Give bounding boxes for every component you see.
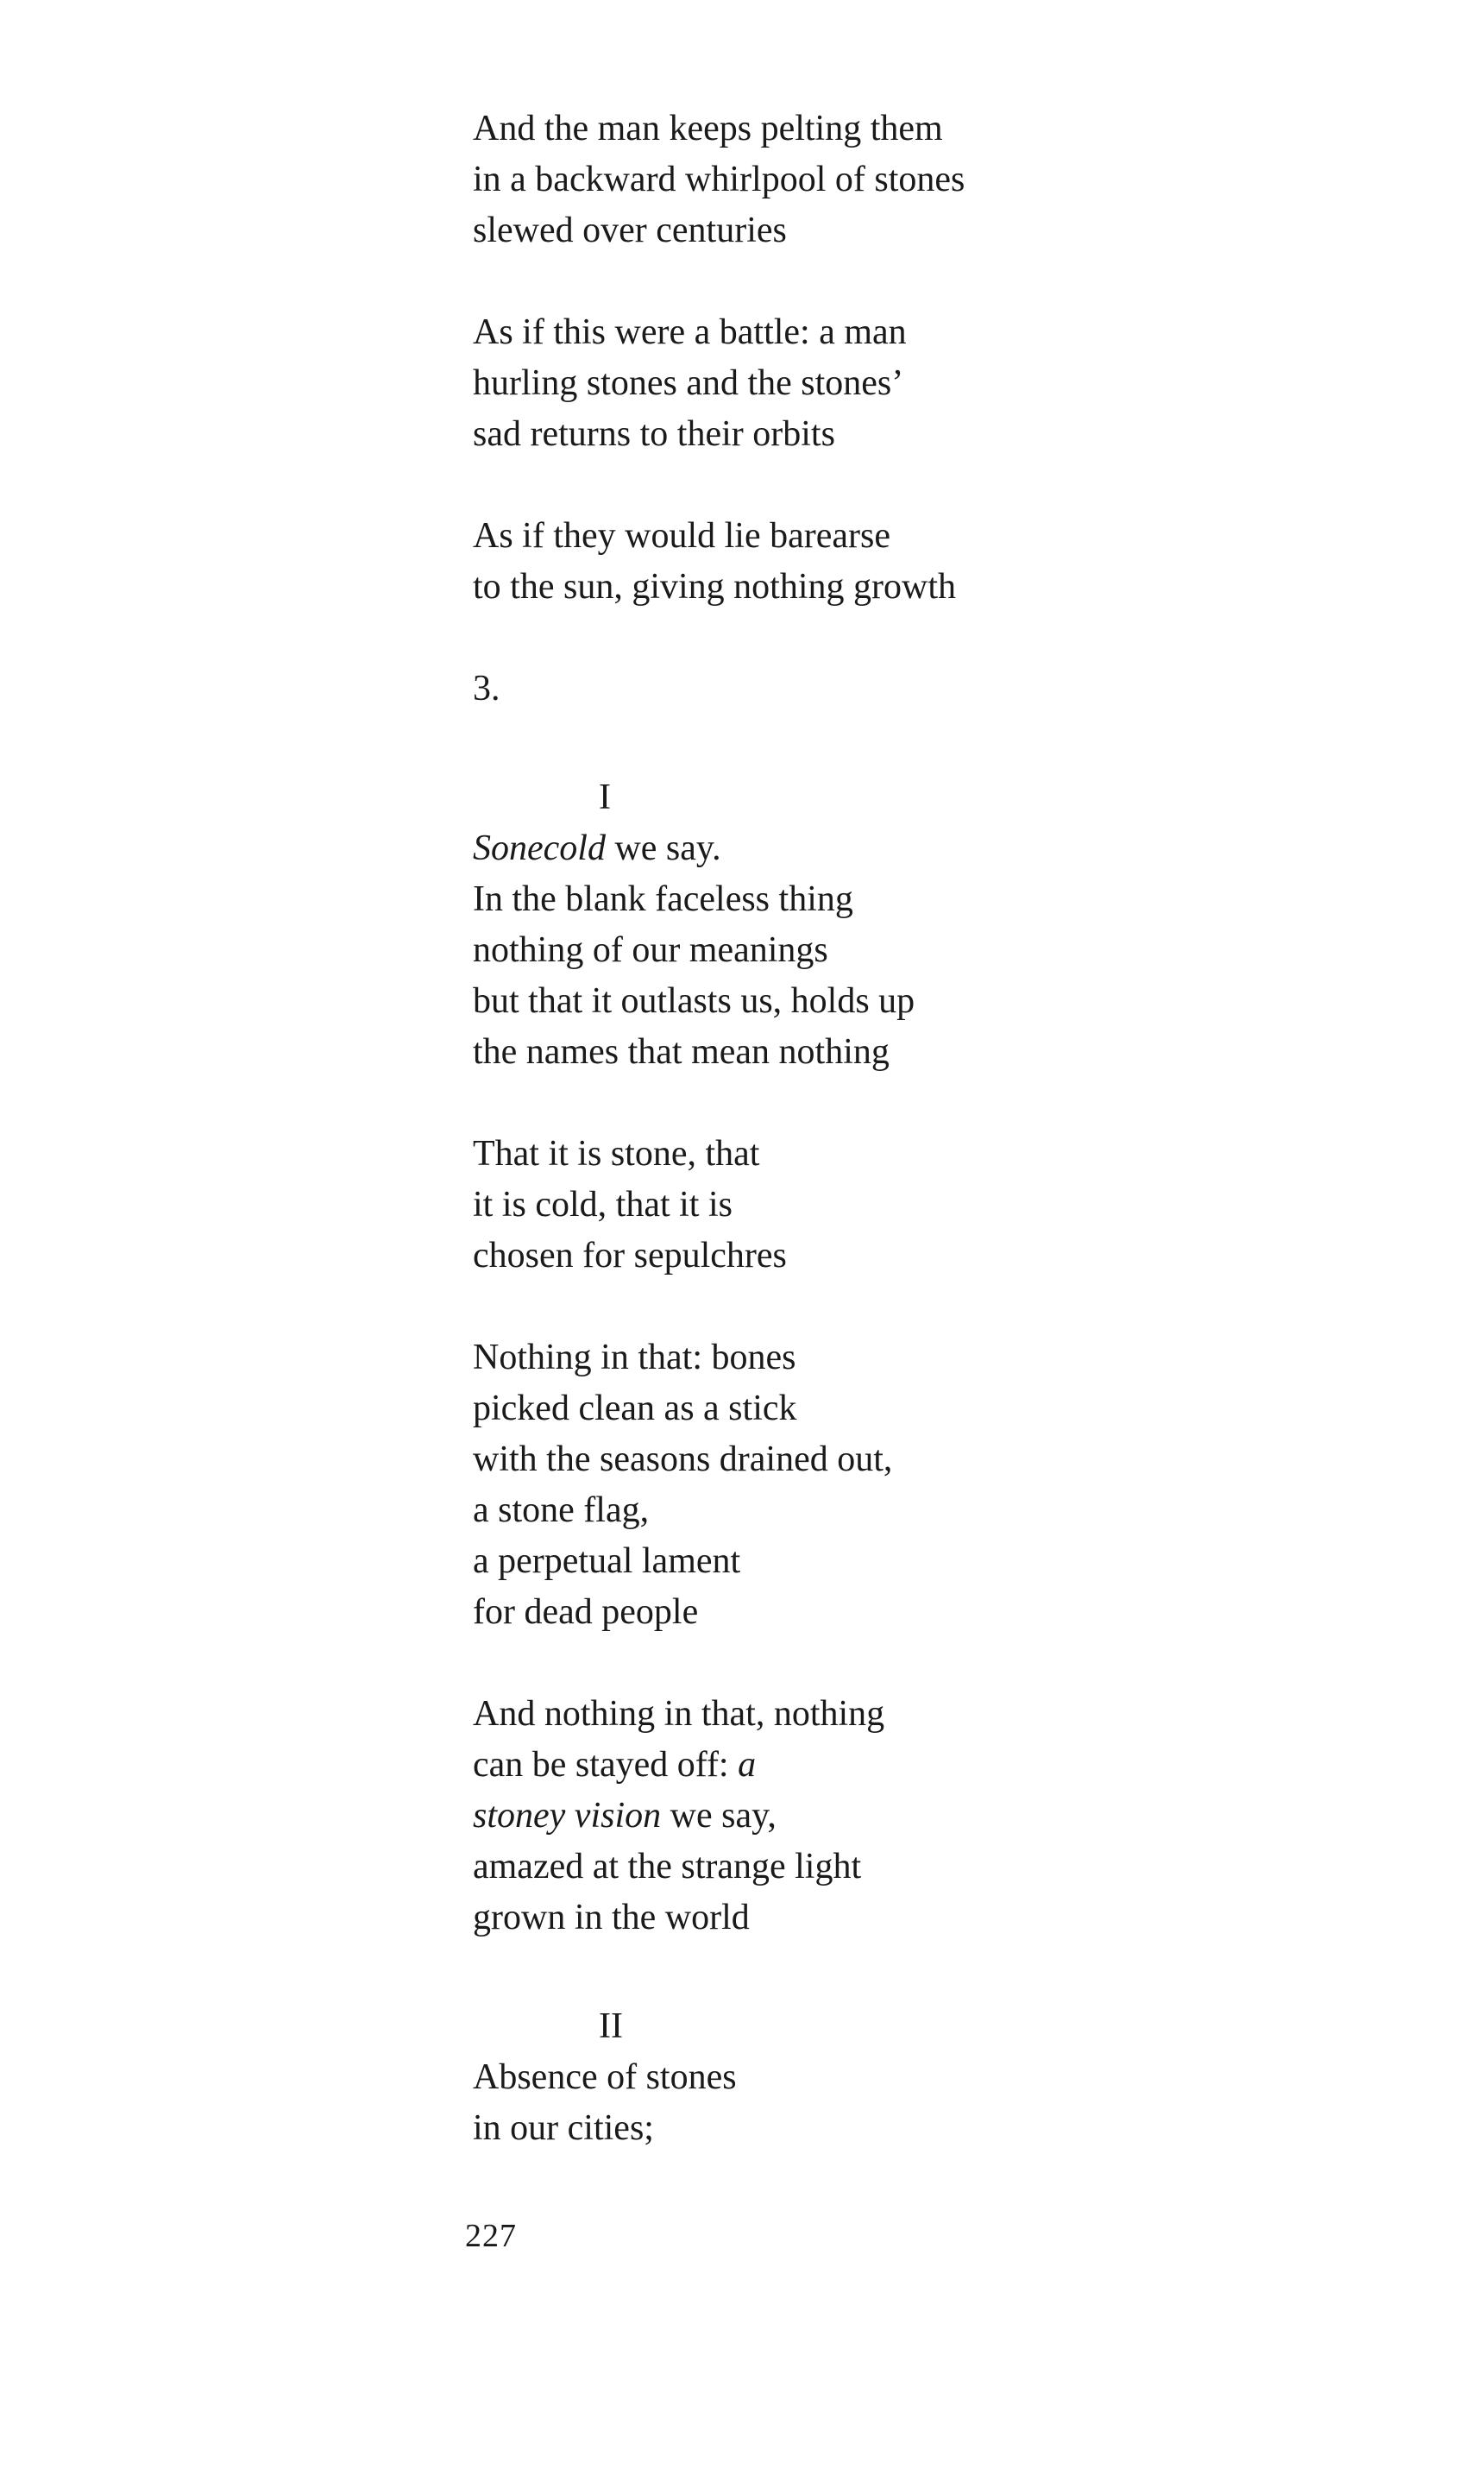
stanza bbox=[473, 1689, 1163, 1943]
line-text: we say, bbox=[661, 1796, 777, 1836]
stanza-break bbox=[473, 1638, 1163, 1689]
stanza-break bbox=[473, 1282, 1163, 1332]
poem-line: it is cold, that it is bbox=[473, 1185, 733, 1225]
poem-line: sad returns to their orbits bbox=[473, 414, 835, 454]
stanza bbox=[473, 511, 1163, 613]
stanza bbox=[473, 1332, 1163, 1638]
poem-line: As if they would lie barearse bbox=[473, 516, 891, 556]
poem-line: picked clean as a stick bbox=[473, 1389, 797, 1428]
poem-line: nothing of our meanings bbox=[473, 930, 828, 970]
poem-line: to the sun, giving nothing growth bbox=[473, 567, 956, 607]
poem-line: in a backward whirlpool of stones bbox=[473, 160, 965, 199]
stanza bbox=[473, 2052, 1163, 2154]
poem-line: grown in the world bbox=[473, 1898, 750, 1937]
poem-body bbox=[473, 104, 1163, 2154]
italic-word: a bbox=[738, 1745, 757, 1785]
poem-line: Absence of stones bbox=[473, 2057, 737, 2097]
poem-line: but that it outlasts us, holds up bbox=[473, 981, 915, 1021]
section-number: 3. bbox=[473, 669, 500, 709]
poem-line bbox=[473, 1791, 1163, 1842]
poem-line: the names that mean nothing bbox=[473, 1032, 890, 1072]
stanza bbox=[473, 1129, 1163, 1282]
poem-line bbox=[473, 1740, 1163, 1791]
stanza bbox=[473, 104, 1163, 256]
poem-line: with the seasons drained out, bbox=[473, 1439, 893, 1479]
poem-line bbox=[473, 823, 1163, 874]
poem-line: amazed at the strange light bbox=[473, 1847, 862, 1886]
italic-word: Sonecold bbox=[473, 828, 606, 868]
poem-line: And the man keeps pelting them bbox=[473, 109, 943, 148]
poem-line: And nothing in that, nothing bbox=[473, 1694, 885, 1734]
poem-line: hurling stones and the stones’ bbox=[473, 363, 904, 403]
stanza-break bbox=[473, 256, 1163, 307]
stanza-break bbox=[473, 715, 1163, 765]
poem-line: chosen for sepulchres bbox=[473, 1236, 787, 1275]
poem-line: That it is stone, that bbox=[473, 1134, 760, 1174]
page-number: 227 bbox=[465, 2218, 517, 2254]
italic-phrase: stoney vision bbox=[473, 1796, 662, 1836]
poem-line: a perpetual lament bbox=[473, 1541, 741, 1581]
poem-line: In the blank faceless thing bbox=[473, 879, 853, 919]
poem-line: a stone flag, bbox=[473, 1490, 650, 1530]
line-text: can be stayed off: bbox=[473, 1745, 739, 1785]
stanza-break bbox=[473, 460, 1163, 511]
poem-line: for dead people bbox=[473, 1592, 699, 1632]
stanza-break bbox=[473, 1078, 1163, 1129]
stanza bbox=[473, 307, 1163, 460]
poem-line: Nothing in that: bones bbox=[473, 1338, 796, 1377]
stanza-break bbox=[473, 1943, 1163, 1994]
line-text: we say. bbox=[605, 828, 721, 868]
part-heading-1: I bbox=[599, 778, 611, 817]
poem-line: slewed over centuries bbox=[473, 211, 787, 250]
part-heading-2: II bbox=[599, 2006, 623, 2046]
stanza bbox=[473, 823, 1163, 1078]
poem-line: in our cities; bbox=[473, 2108, 654, 2148]
stanza-break bbox=[473, 613, 1163, 664]
poem-line: As if this were a battle: a man bbox=[473, 312, 907, 352]
